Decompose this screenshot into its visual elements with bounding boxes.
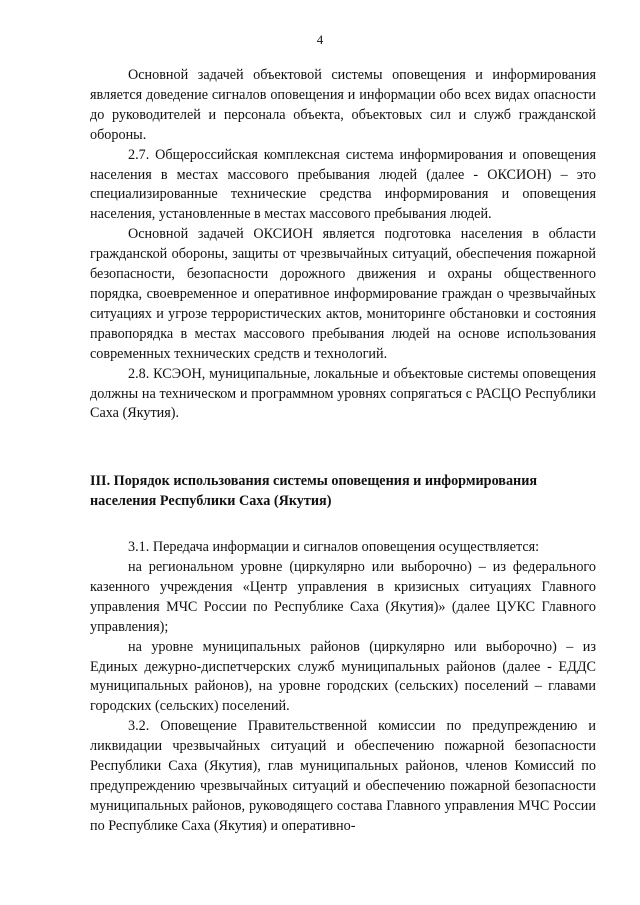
paragraph: на уровне муниципальных районов (циркулярно или выборочно) – из Единых дежурно-диспетчерских служб муниципальных районов (далее - ЕДДС муниципальных районов), на уровне городских (сельских) поселений – главами городских (сельских) поселений. (90, 638, 596, 715)
section-heading (90, 472, 596, 512)
page-number: 4 (316, 32, 324, 47)
spacer (90, 512, 596, 538)
paragraph: 2.7. Общероссийская комплексная система информирования и оповещения населения в местах массового пребывания людей (далее - ОКСИОН) – это специализированные технические средства информирования и оповещения населения, установленные в местах массового пребывания людей. (90, 146, 596, 223)
section-heading-line2: населения Республики Саха (Якутия) (90, 493, 332, 510)
paragraph: 3.1. Передача информации и сигналов оповещения осуществляется: (128, 539, 540, 556)
paragraph: 2.8. КСЭОН, муниципальные, локальные и объектовые системы оповещения должны на техническом и программном уровнях сопрягаться с РАСЦО Республики Саха (Якутия). (90, 365, 596, 422)
section-heading-line1: III. Порядок использования системы оповещения и информирования (90, 473, 538, 490)
paragraph: Основной задачей объектовой системы оповещения и информирования является доведение сигналов оповещения и информации обо всех видах опасности до руководителей и персонала объекта, объектовых сил и служб гражданской обороны. (90, 67, 596, 143)
paragraph: 3.2. Оповещение Правительственной комиссии по предупреждению и ликвидации чрезвычайных ситуаций и обеспечению пожарной безопасности Республики Саха (Якутия), глав муниципальных районов, членов Комиссий по предупреждению чрезвычайных ситуаций и обеспечению пожарной безопасности муниципальных районов, руководящего состава Главного управления МЧС России по Республике Саха (Якутия) и оперативно- (90, 718, 596, 834)
paragraph: на региональном уровне (циркулярно или выборочно) – из федерального казенного учреждения «Центр управления в кризисных ситуациях Главного управления МЧС России по Республике Саха (Якутия)» (далее ЦУКС Главного управления); (90, 559, 596, 635)
spacer (90, 424, 596, 472)
document-body (90, 66, 596, 837)
paragraph: Основной задачей ОКСИОН является подготовка населения в области гражданской обороны, защиты от чрезвычайных ситуаций, обеспечения пожарной безопасности, безопасности дорожного движения и охраны общественного порядка, своевременное и оперативное информирование граждан о чрезвычайных ситуациях и угрозе террористических актов, мониторинге обстановки и состояния правопорядка в местах массового пребывания людей на основе использования современных технических средств и технологий. (90, 226, 596, 362)
